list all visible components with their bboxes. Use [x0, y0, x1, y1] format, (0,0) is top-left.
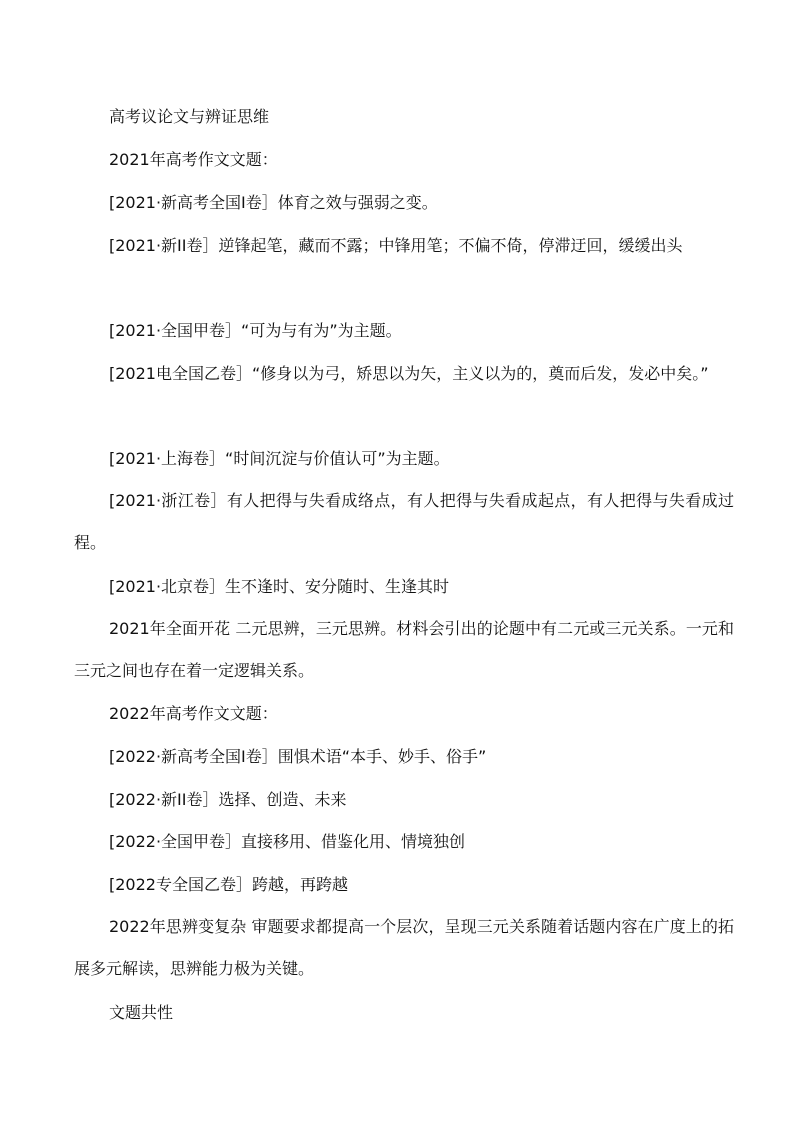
prompt-2022-national-1: [2022·新高考全国Ⅰ卷］围惧术语“本手、妙手、俗手”	[109, 747, 487, 766]
section-heading-common: 文题共性	[109, 1003, 174, 1022]
section-heading-2022: 2022年高考作文文题：	[109, 704, 278, 723]
prompt-2021-shanghai: [2021·上海卷］“时间沉淀与价值认可”为主题。	[109, 449, 450, 468]
prompt-2022-national-b: [2022专全国乙卷］跨越，再跨越	[109, 875, 348, 894]
prompt-2022-new-2: [2022·新II卷］选择、创造、未来	[109, 790, 347, 809]
document-title: 高考议论文与辨证思维	[109, 107, 270, 126]
analysis-2022: 2022年思辨变复杂 审题要求都提高一个层次，呈现三元关系随着话题内容在广度上的拓展多元解读，思辨能力极为关键。	[74, 917, 734, 978]
prompt-2021-new-2: [2021·新II卷］逆锋起笔，藏而不露；中锋用笔；不偏不倚，停滞迂回，缓缓出头	[109, 236, 683, 255]
prompt-2021-beijing: [2021·北京卷］生不逢时、安分随时、生逢其时	[109, 577, 450, 596]
prompt-2021-zhejiang: [2021·浙江卷］有人把得与失看成络点，有人把得与失看成起点，有人把得与失看成过程。	[74, 491, 734, 552]
prompt-2022-national-a: [2022·全国甲卷］直接移用、借鉴化用、情境独创	[109, 832, 466, 851]
prompt-2021-national-b: [2021电全国乙卷］“修身以为弓，矫思以为矢，主义以为的，奠而后发，发必中矣。”	[109, 364, 709, 383]
analysis-2021: 2021年全面开花 二元思辨，三元思辨。材料会引出的论题中有二元或三元关系。一元和三元之间也存在着一定逻辑关系。	[74, 619, 734, 680]
prompt-2021-national-a: [2021·全国甲卷］“可为与有为”为主题。	[109, 321, 402, 340]
prompt-2021-national-1: [2021·新高考全国Ⅰ卷］体育之效与强弱之变。	[109, 193, 438, 212]
section-heading-2021: 2021年高考作文文题：	[109, 150, 278, 169]
